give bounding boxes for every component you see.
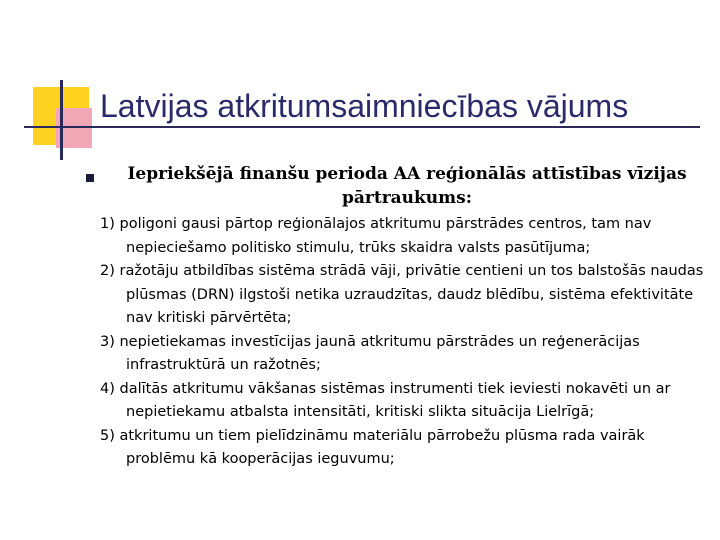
list-item: 3) nepietiekamas investīcijas jaunā atkritumu pārstrādes un reģenerācijas infrastruktūrā un ražotnēs; — [100, 333, 640, 373]
decor-vertical-line — [60, 80, 63, 160]
bullet-icon — [86, 174, 94, 182]
list-item: 1) poligoni gausi pārtop reģionālajos atkritumu pārstrādes centros, tam nav nepieciešamo politisko stimulu, trūks skaidra valsts pasūtījuma; — [100, 216, 652, 256]
slide-title: Latvijas atkritumsaimniecības vājums — [100, 88, 629, 124]
list-item: 4) dalītās atkritumu vākšanas sistēmas instrumenti tiek ieviesti nokavēti un ar nepietiekamu atbalsta intensitāti, kritiski slikta situācija Lielrīgā; — [100, 380, 671, 420]
list-item: 5) atkritumu un tiem pielīdzināmu materiālu pārrobežu plūsma rada vairāk problēmu kā kooperācijas ieguvumu; — [100, 427, 645, 467]
decor-horizontal-line — [24, 126, 700, 128]
weakness-list — [0, 213, 710, 472]
slide-subheading: Iepriekšējā finanšu perioda AA reģionālās attīstības vīzijas pārtraukums: — [127, 164, 687, 208]
list-item: 2) ražotāju atbildības sistēma strādā vāji, privātie centieni un tos balstošās naudas plūsmas (DRN) ilgstoši netika uzraudzītas, daudz blēdību, sistēma efektivitāte nav kritiski pārvērtēta; — [100, 263, 704, 326]
